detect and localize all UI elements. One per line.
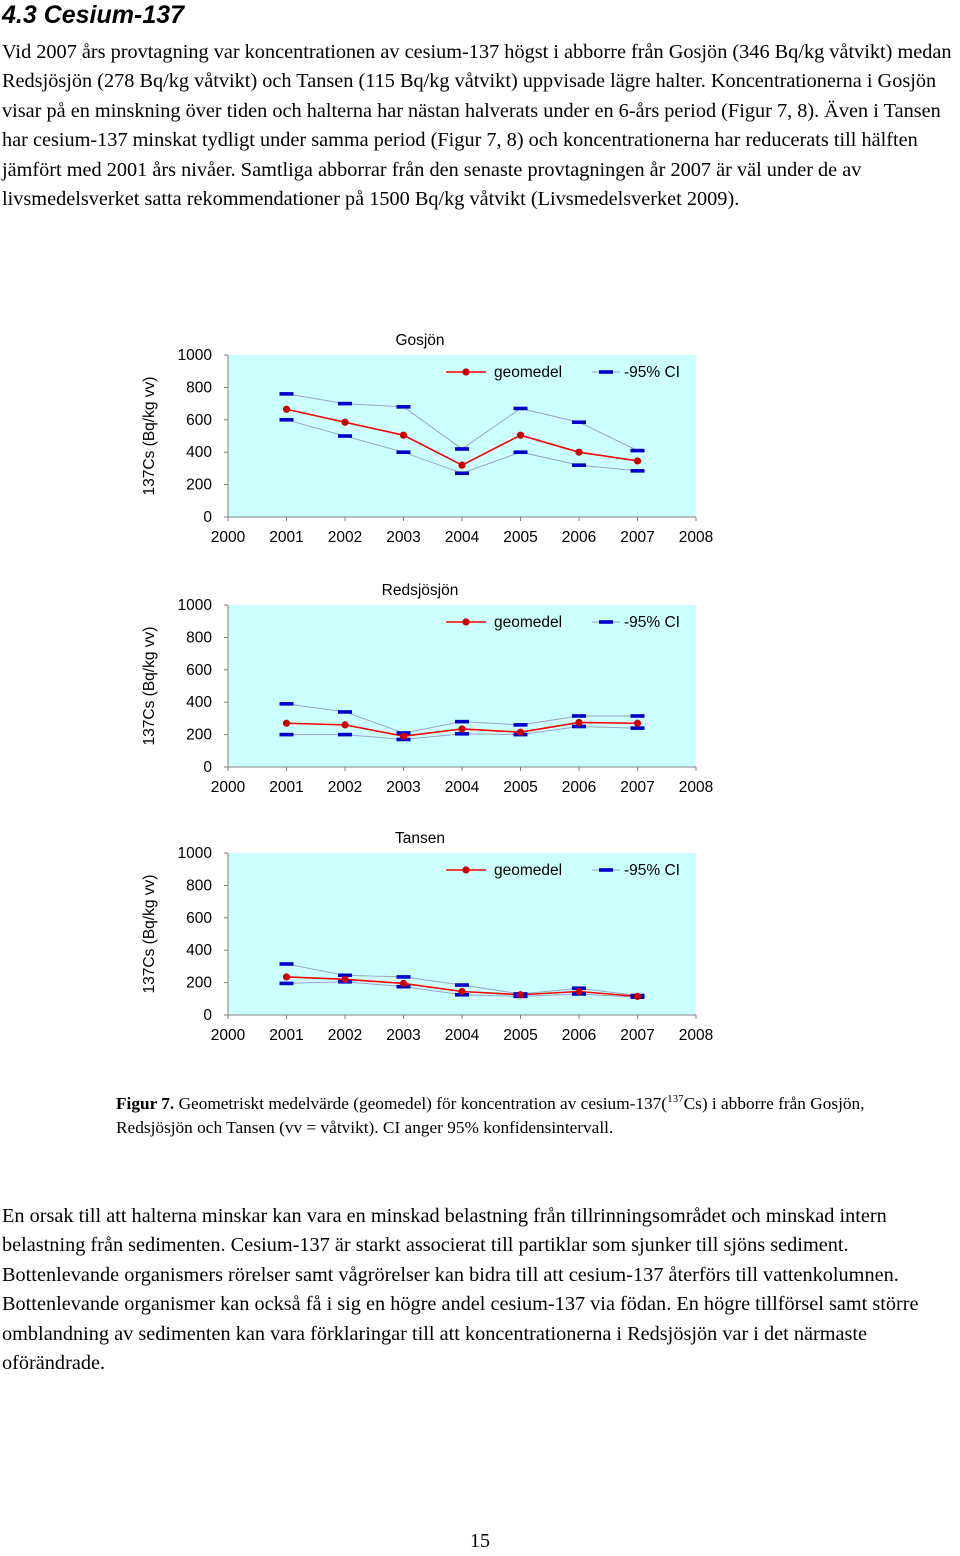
legend-geomedel-marker	[462, 866, 469, 873]
x-tick-label: 2003	[386, 1027, 421, 1044]
x-tick-label: 2007	[620, 779, 655, 796]
geomedel-point	[517, 729, 524, 736]
legend-ci-marker	[599, 868, 613, 872]
ci-lower-point	[455, 471, 469, 475]
x-tick-label: 2008	[678, 1027, 714, 1044]
figure-caption	[116, 1092, 936, 1140]
x-tick-label: 2006	[561, 529, 597, 546]
y-tick-label: 0	[203, 509, 212, 526]
x-tick-label: 2002	[327, 779, 363, 796]
ci-upper-point	[280, 702, 294, 706]
legend-geomedel-label: geomedel	[494, 364, 563, 381]
y-axis-label: 137Cs (Bq/kg vv)	[141, 376, 158, 496]
x-tick-label: 2004	[444, 779, 480, 796]
ci-upper-point	[455, 720, 469, 724]
geomedel-point	[341, 976, 348, 983]
y-tick-label: 800	[186, 379, 212, 397]
caption-text-end: Cs) i abborre från Gosjön, Redsjösjön och Tansen (vv = våtvikt). CI anger 95% konfidensintervall.	[116, 1094, 865, 1137]
y-tick-label: 1000	[177, 845, 212, 862]
x-tick-label: 2005	[503, 1027, 538, 1044]
ci-lower-point	[631, 469, 645, 473]
geomedel-point	[517, 991, 524, 998]
legend-geomedel-marker	[462, 618, 469, 625]
x-tick-label: 2003	[386, 529, 421, 546]
ci-upper-point	[631, 449, 645, 453]
ci-upper-point	[514, 407, 528, 411]
y-axis-label: 137Cs (Bq/kg vv)	[141, 626, 158, 746]
ci-upper-point	[455, 447, 469, 451]
ci-upper-point	[338, 710, 352, 714]
x-tick-label: 2005	[503, 529, 538, 546]
page-number: 15	[470, 1530, 490, 1552]
ci-upper-point	[397, 405, 411, 409]
x-tick-label: 2003	[386, 779, 421, 796]
y-tick-label: 200	[186, 476, 212, 494]
discussion-paragraph: En orsak till att halterna minskar kan vara en minskad belastning från tillrinningsområdet och minskad intern belastning från sedimenten. Cesium-137 är starkt associerat till partiklar som sjunker till sjöns sediment. Bottenlevande organismers rörelser samt vågrörelser kan bidra till att cesium-137 återförs till vattenkolumnen. Bottenlevande organismer kan också få i sig en högre andel cesium-137 via födan. En högre tillförsel samt större omblandning av sedimenten kan vara förklaringar till att koncentrationerna i Redsjösjön var i det närmaste oförändrade.	[2, 1205, 919, 1375]
chart-svg	[140, 575, 740, 815]
ci-lower-point	[280, 733, 294, 737]
geomedel-point	[517, 432, 524, 439]
chart-tansen	[140, 823, 740, 1063]
geomedel-point	[458, 725, 465, 732]
legend-geomedel-marker	[462, 368, 469, 375]
x-tick-label: 2001	[269, 779, 304, 796]
chart-title: Redsjösjön	[381, 582, 459, 599]
ci-lower-point	[572, 463, 586, 467]
intro-paragraph: Vid 2007 års provtagning var koncentrationen av cesium-137 högst i abborre från Gosjön (346 Bq/kg våtvikt) medan Redsjösjön (278 Bq/kg våtvikt) och Tansen (115 Bq/kg våtvikt) uppvisade lägre halter. Koncentrationerna i Gosjön visar på en minskning över tiden och halterna har nästan halverats under en 6-års period (Figur 7, 8). Även i Tansen har cesium-137 minskat tydligt under samma period (Figur 7, 8) och koncentrationerna har reducerats till hälften jämfört med 2001 års nivåer. Samtliga abborrar från den senaste provtagningen år 2007 är väl under de av livsmedelsverket satta rekommendationer på 1500 Bq/kg våtvikt (Livsmedelsverket 2009).	[2, 41, 952, 211]
legend-ci-label: -95% CI	[624, 364, 680, 381]
y-tick-label: 600	[186, 411, 212, 429]
y-tick-label: 600	[186, 661, 212, 679]
geomedel-point	[341, 721, 348, 728]
ci-upper-point	[572, 420, 586, 424]
caption-superscript: 137	[667, 1093, 684, 1105]
geomedel-point	[634, 457, 641, 464]
geomedel-point	[400, 980, 407, 987]
y-tick-label: 200	[186, 974, 212, 992]
x-tick-label: 2006	[561, 1027, 597, 1044]
geomedel-point	[341, 419, 348, 426]
caption-label: Figur 7.	[116, 1094, 175, 1113]
x-tick-label: 2002	[327, 1027, 363, 1044]
y-tick-label: 0	[203, 1007, 212, 1024]
ci-upper-point	[514, 723, 528, 727]
y-tick-label: 400	[186, 444, 212, 462]
ci-lower-point	[280, 418, 294, 422]
x-tick-label: 2000	[210, 1027, 246, 1044]
y-tick-label: 0	[203, 759, 212, 776]
legend-ci-label: -95% CI	[624, 862, 680, 879]
ci-upper-point	[455, 983, 469, 987]
legend-geomedel-label: geomedel	[494, 614, 563, 631]
x-tick-label: 2005	[503, 779, 538, 796]
geomedel-point	[634, 720, 641, 727]
y-tick-label: 400	[186, 694, 212, 712]
geomedel-point	[283, 973, 290, 980]
chart-svg	[140, 823, 740, 1063]
ci-upper-point	[280, 962, 294, 966]
section-heading: 4.3 Cesium-137	[2, 1, 185, 29]
geomedel-point	[283, 406, 290, 413]
y-tick-label: 200	[186, 726, 212, 744]
geomedel-point	[458, 462, 465, 469]
ci-lower-point	[338, 733, 352, 737]
x-tick-label: 2007	[620, 1027, 655, 1044]
x-tick-label: 2000	[210, 529, 246, 546]
x-tick-label: 2006	[561, 779, 597, 796]
y-tick-label: 1000	[177, 347, 212, 364]
geomedel-point	[400, 733, 407, 740]
y-tick-label: 400	[186, 942, 212, 960]
x-tick-label: 2008	[678, 779, 714, 796]
ci-upper-point	[572, 714, 586, 718]
ci-upper-point	[397, 975, 411, 979]
chart-gosjon	[140, 325, 740, 565]
legend-ci-label: -95% CI	[624, 614, 680, 631]
ci-lower-point	[397, 450, 411, 454]
ci-lower-point	[280, 982, 294, 986]
ci-upper-point	[338, 402, 352, 406]
x-tick-label: 2001	[269, 1027, 304, 1044]
caption-text: Geometriskt medelvärde (geomedel) för koncentration av cesium-137(	[174, 1094, 668, 1113]
x-tick-label: 2000	[210, 779, 246, 796]
x-tick-label: 2002	[327, 529, 363, 546]
legend-geomedel-label: geomedel	[494, 862, 563, 879]
y-tick-label: 800	[186, 629, 212, 647]
y-tick-label: 1000	[177, 597, 212, 614]
y-tick-label: 600	[186, 909, 212, 927]
geomedel-point	[575, 449, 582, 456]
x-tick-label: 2007	[620, 529, 655, 546]
geomedel-point	[634, 993, 641, 1000]
ci-upper-point	[280, 392, 294, 396]
geomedel-point	[575, 988, 582, 995]
x-tick-label: 2008	[678, 529, 714, 546]
legend-ci-marker	[599, 370, 613, 374]
chart-redsjosjon	[140, 575, 740, 815]
chart-title: Gosjön	[395, 332, 445, 349]
ci-lower-point	[514, 450, 528, 454]
chart-svg	[140, 325, 740, 565]
geomedel-point	[283, 720, 290, 727]
x-tick-label: 2004	[444, 529, 480, 546]
geomedel-point	[400, 432, 407, 439]
ci-lower-point	[338, 434, 352, 438]
geomedel-point	[575, 719, 582, 726]
y-tick-label: 800	[186, 877, 212, 895]
x-tick-label: 2004	[444, 1027, 480, 1044]
ci-upper-point	[631, 714, 645, 718]
x-tick-label: 2001	[269, 529, 304, 546]
geomedel-point	[458, 988, 465, 995]
chart-title: Tansen	[395, 830, 445, 847]
y-axis-label: 137Cs (Bq/kg vv)	[141, 874, 158, 994]
legend-ci-marker	[599, 620, 613, 624]
